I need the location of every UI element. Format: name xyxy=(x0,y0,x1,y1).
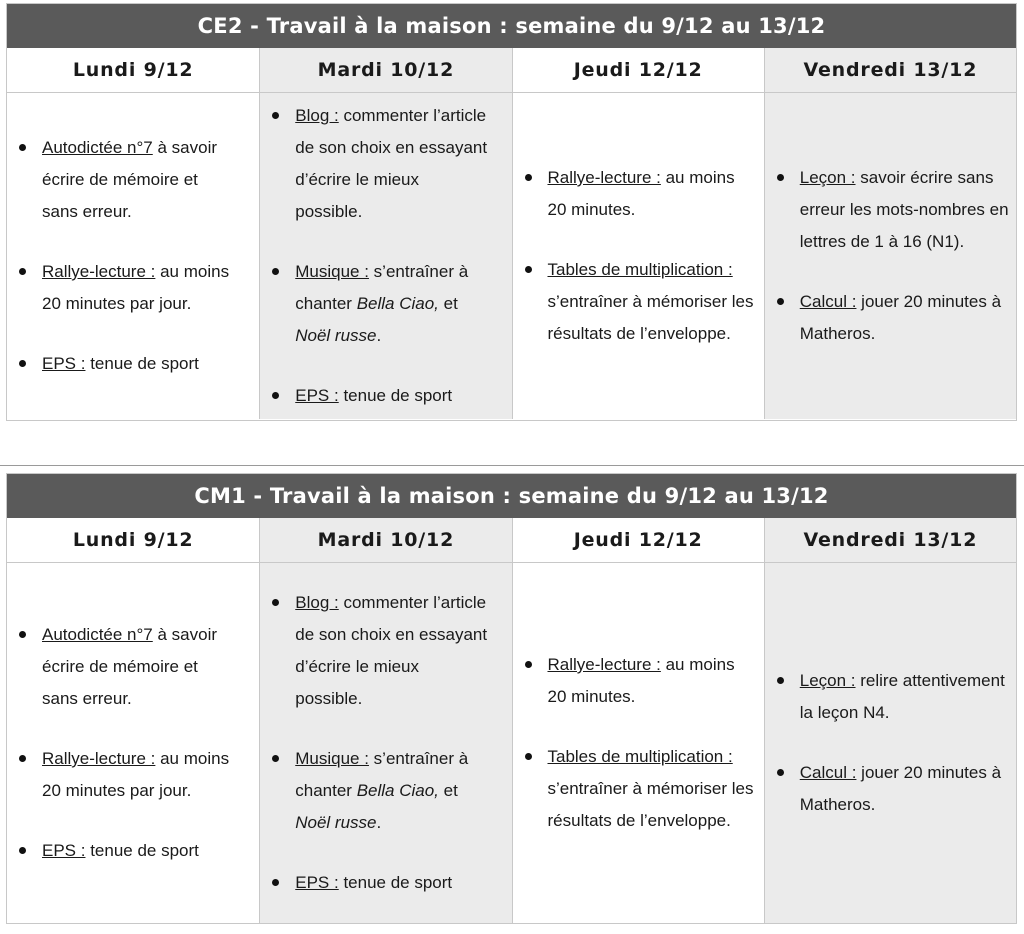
list-item xyxy=(272,100,490,228)
task-label: Calcul : xyxy=(799,763,857,782)
task-label: Leçon : xyxy=(799,671,856,690)
list-item xyxy=(272,380,501,412)
task-text: jouer 20 minutes à Matheros. xyxy=(799,292,1002,343)
list-item xyxy=(272,587,490,715)
list-item xyxy=(272,256,490,352)
tasks-vendredi xyxy=(764,93,1016,419)
task-text: s’entraîner à mémoriser les résultats de l’enveloppe. xyxy=(547,779,754,830)
day-header-lundi: Lundi 9/12 xyxy=(72,529,194,551)
task-label: Rallye-lecture : xyxy=(547,655,661,674)
task-label: Tables de multiplication : xyxy=(547,260,733,279)
day-header-row xyxy=(7,48,1016,93)
list-item xyxy=(19,743,232,807)
tasks-lundi xyxy=(7,93,259,419)
tasks-mardi xyxy=(259,563,511,923)
task-label: EPS : xyxy=(295,386,339,405)
task-label: Rallye-lecture : xyxy=(42,749,156,768)
task-text: savoir écrire sans erreur les mots-nombres en lettres de 1 à 16 (N1). xyxy=(799,168,1009,251)
task-text: à savoir écrire de mémoire et sans erreur. xyxy=(42,625,218,708)
task-text: au moins 20 minutes par jour. xyxy=(42,749,230,800)
task-text: au moins 20 minutes par jour. xyxy=(42,262,230,313)
task-text: tenue de sport xyxy=(338,873,453,892)
day-header-jeudi: Jeudi 12/12 xyxy=(512,48,764,92)
song-title: Noël russe xyxy=(295,813,377,832)
task-label: Blog : xyxy=(295,593,339,612)
task-label: Autodictée n°7 xyxy=(42,138,153,157)
list-item xyxy=(19,348,249,380)
day-header-lundi: Lundi 9/12 xyxy=(72,59,194,81)
list-item xyxy=(525,254,758,350)
tasks-row xyxy=(7,93,1016,419)
list-item xyxy=(19,619,217,715)
task-label: Rallye-lecture : xyxy=(547,168,661,187)
list-item xyxy=(272,743,490,839)
day-header-jeudi: Jeudi 12/12 xyxy=(512,518,764,562)
tasks-row xyxy=(7,563,1016,923)
task-text: jouer 20 minutes à Matheros. xyxy=(799,763,1002,814)
list-item xyxy=(525,649,758,713)
day-header-row xyxy=(7,518,1016,563)
cm1-homework-table xyxy=(6,473,1017,924)
task-text: au moins 20 minutes. xyxy=(547,168,735,219)
task-text: tenue de sport xyxy=(338,386,453,405)
day-header-mardi: Mardi 10/12 xyxy=(259,48,511,92)
song-title: Noël russe xyxy=(295,326,377,345)
day-header-vendredi: Vendredi 13/12 xyxy=(764,518,1016,562)
task-text: s’entraîner à mémoriser les résultats de l’enveloppe. xyxy=(547,292,754,343)
task-label: Musique : xyxy=(295,262,369,281)
tasks-vendredi xyxy=(764,563,1016,923)
task-label: Autodictée n°7 xyxy=(42,625,153,644)
task-text: et xyxy=(438,294,458,313)
task-text: tenue de sport xyxy=(85,354,199,373)
tasks-lundi xyxy=(7,563,259,923)
list-item xyxy=(525,162,758,226)
list-item xyxy=(777,665,1010,729)
tasks-jeudi xyxy=(512,563,764,923)
ce2-homework-table xyxy=(6,3,1017,421)
song-title: Bella Ciao, xyxy=(356,294,439,313)
task-label: Tables de multiplication : xyxy=(547,747,733,766)
table-title: CM1 - Travail à la maison : semaine du 9/12 au 13/12 xyxy=(7,474,1016,518)
list-item xyxy=(525,741,758,837)
tasks-mardi xyxy=(259,93,511,419)
task-label: Musique : xyxy=(295,749,369,768)
task-label: Calcul : xyxy=(799,292,857,311)
task-text: et xyxy=(438,781,458,800)
task-label: EPS : xyxy=(42,841,86,860)
task-text: au moins 20 minutes. xyxy=(547,655,735,706)
task-label: Rallye-lecture : xyxy=(42,262,156,281)
task-text: . xyxy=(376,326,382,345)
section-divider xyxy=(0,465,1024,466)
task-text: . xyxy=(376,813,382,832)
list-item xyxy=(19,132,217,228)
task-text: s’entraîner à chanter xyxy=(295,749,469,800)
task-text: à savoir écrire de mémoire et sans erreur. xyxy=(42,138,218,221)
task-text: tenue de sport xyxy=(85,841,199,860)
list-item xyxy=(777,286,1010,350)
task-text: s’entraîner à chanter xyxy=(295,262,469,313)
day-header-mardi: Mardi 10/12 xyxy=(259,518,511,562)
day-header-vendredi: Vendredi 13/12 xyxy=(764,48,1016,92)
tasks-jeudi xyxy=(512,93,764,419)
task-label: EPS : xyxy=(295,873,339,892)
task-label: Blog : xyxy=(295,106,339,125)
task-label: Leçon : xyxy=(799,168,856,187)
list-item xyxy=(19,256,232,320)
list-item xyxy=(19,835,249,867)
table-title: CE2 - Travail à la maison : semaine du 9/12 au 13/12 xyxy=(7,4,1016,48)
list-item xyxy=(777,757,1010,821)
task-label: EPS : xyxy=(42,354,86,373)
list-item xyxy=(777,162,1010,258)
song-title: Bella Ciao, xyxy=(356,781,439,800)
task-text: commenter l’article de son choix en essayant d’écrire le mieux possible. xyxy=(295,593,488,708)
task-text: commenter l’article de son choix en essayant d’écrire le mieux possible. xyxy=(295,106,488,221)
task-text: relire attentivement la leçon N4. xyxy=(799,671,1005,722)
list-item xyxy=(272,867,501,899)
